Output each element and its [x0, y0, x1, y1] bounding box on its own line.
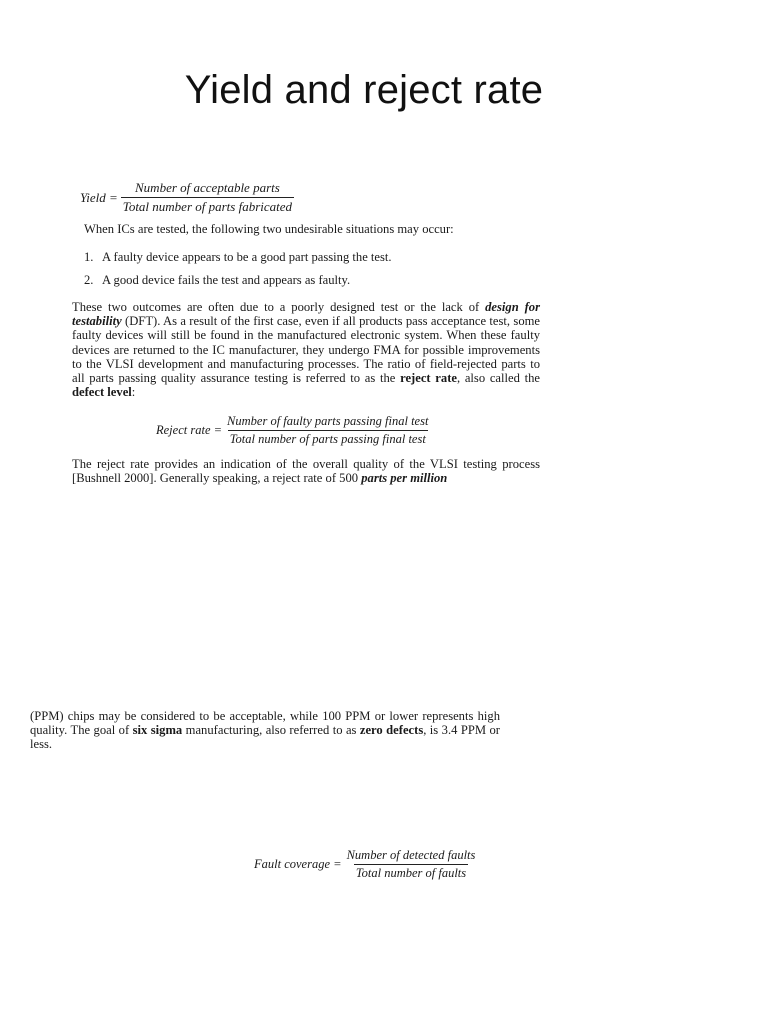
list-item	[84, 250, 544, 265]
yield-equation-lhs: Yield =	[80, 189, 118, 205]
paragraph-overall-quality	[72, 457, 540, 485]
yield-numerator: Number of acceptable parts	[135, 180, 280, 195]
reject-equation-lhs: Reject rate =	[156, 423, 223, 437]
fault-denominator: Total number of faults	[355, 866, 467, 880]
paragraph-text: manufacturing, also referred to as	[182, 723, 360, 738]
yield-denominator: Total number of parts fabricated	[122, 199, 293, 214]
fault-equation-lhs: Fault coverage =	[254, 857, 342, 871]
fault-numerator: Number of detected faults	[346, 848, 476, 862]
paragraph-text: :	[131, 385, 136, 400]
paragraph-text: , also called the	[456, 371, 540, 386]
fault-coverage-equation	[254, 848, 477, 881]
yield-fraction	[121, 180, 294, 215]
list-item-text: A faulty device appears to be a good part passing the test.	[102, 250, 392, 264]
paragraph-text: (PPM) chips may be considered to be acceptable, while 100 PPM or lower represents high quality. The goal of	[30, 709, 500, 738]
intro-text: When ICs are tested, the following two undesirable situations may occur:	[84, 222, 454, 236]
term-zero-defects: zero defects	[359, 723, 424, 738]
list-item	[84, 273, 544, 288]
page-title: Yield and reject rate	[184, 68, 544, 112]
list-item-number: 1.	[84, 250, 94, 264]
term-parts-per-million: parts per million	[361, 471, 448, 486]
paragraph-reject-rate	[72, 300, 540, 399]
reject-rate-equation	[156, 414, 430, 447]
term-six-sigma: six sigma	[132, 723, 183, 738]
list-item-text: A good device fails the test and appears as faulty.	[102, 273, 351, 287]
reject-denominator: Total number of parts passing final test	[229, 432, 426, 446]
reject-fraction	[225, 414, 430, 447]
paragraph-text: These two outcomes are often due to a poorly designed test or the lack of	[72, 300, 486, 314]
term-defect-level: defect level	[72, 385, 132, 400]
term-design-for-testability: design for testability	[72, 300, 540, 329]
situation-list	[84, 250, 544, 288]
paragraph-text: The reject rate provides an indication of the overall quality of the VLSI testing process [Bushnell 2000]. Generally speaking, a reject rate of 500	[72, 457, 540, 486]
term-reject-rate: reject rate	[400, 371, 457, 386]
reject-numerator: Number of faulty parts passing final test	[227, 414, 429, 428]
paragraph-six-sigma	[30, 709, 500, 752]
yield-equation	[80, 180, 294, 215]
paragraph-text: , is 3.4 PPM or less.	[30, 723, 500, 752]
fault-fraction	[345, 848, 478, 881]
list-item-number: 2.	[84, 273, 94, 287]
paragraph-text: (DFT). As a result of the first case, even if all products pass acceptance test, some faulty devices will still be found in the manufactured electronic system. When these faulty devices are returned to the IC manufacturer, they undergo FMA for possible improvements to the VLSI development and manufacturing processes. The ratio of field-rejected parts to all parts passing quality assurance testing is referred to as the	[72, 314, 540, 386]
